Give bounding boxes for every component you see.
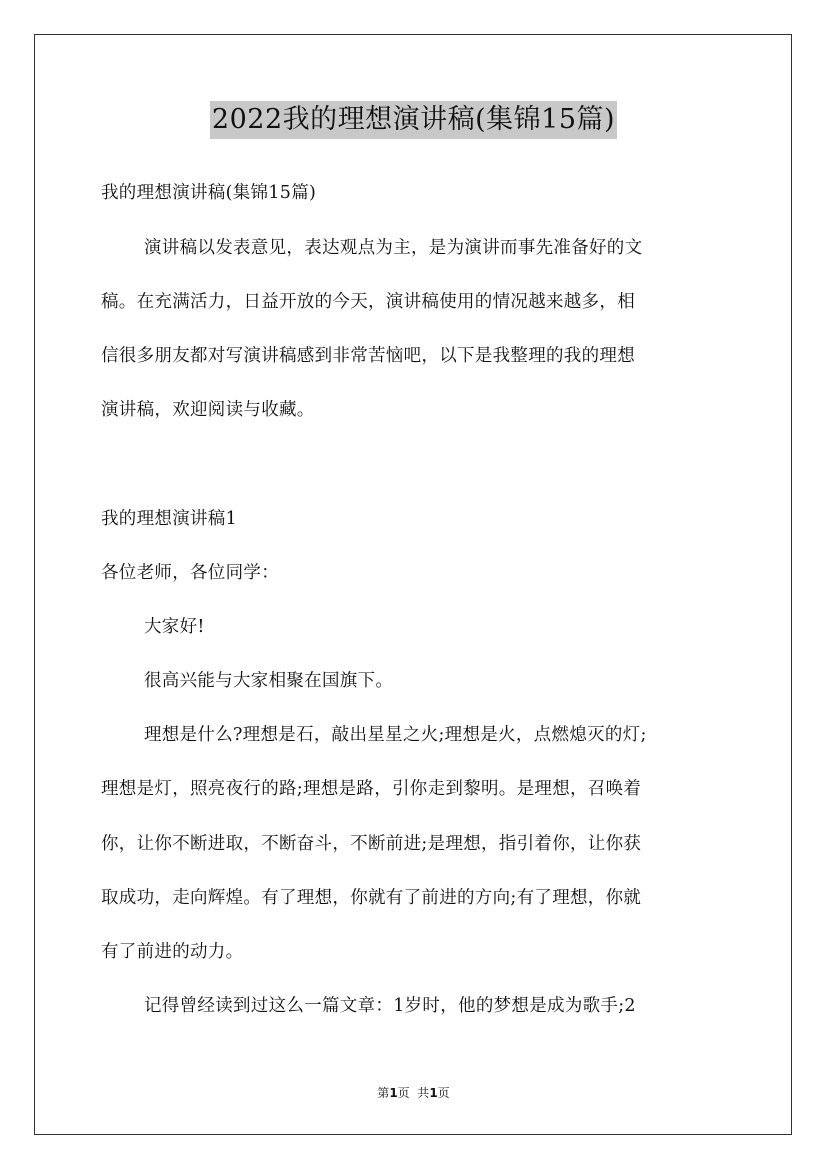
footer-page-number: 1 bbox=[389, 1086, 398, 1100]
paragraph-line: 有了前进的动力。 bbox=[101, 942, 244, 962]
page-footer bbox=[0, 1084, 827, 1101]
subtitle-line: 我的理想演讲稿(集锦15篇) bbox=[101, 183, 317, 203]
paragraph-line: 理想是什么?理想是石，敲出星星之火;理想是火，点燃熄灭的灯; bbox=[144, 725, 647, 745]
paragraph-line: 信很多朋友都对写演讲稿感到非常苦恼吧，以下是我整理的我的理想 bbox=[101, 346, 635, 366]
document-title: 2022我的理想演讲稿(集锦15篇) bbox=[210, 101, 617, 139]
paragraph-line: 稿。在充满活力，日益开放的今天，演讲稿使用的情况越来越多，相 bbox=[101, 292, 635, 312]
footer-total-pages: 1 bbox=[429, 1086, 438, 1100]
footer-text: 页 bbox=[437, 1086, 450, 1100]
section-heading: 我的理想演讲稿1 bbox=[101, 509, 238, 529]
paragraph-line: 记得曾经读到过这么一篇文章：1岁时，他的梦想是成为歌手;2 bbox=[144, 996, 636, 1016]
paragraph-line: 演讲稿以发表意见，表达观点为主，是为演讲而事先准备好的文 bbox=[144, 238, 643, 258]
footer-text: 页 共 bbox=[397, 1086, 430, 1100]
paragraph-line: 演讲稿，欢迎阅读与收藏。 bbox=[101, 400, 315, 420]
paragraph-line: 你，让你不断进取，不断奋斗，不断前进;是理想，指引着你，让你获 bbox=[101, 834, 642, 854]
footer-text: 第 bbox=[377, 1086, 390, 1100]
paragraph-line: 很高兴能与大家相聚在国旗下。 bbox=[144, 671, 394, 691]
salutation-line: 各位老师，各位同学： bbox=[101, 563, 279, 583]
document-title-wrap bbox=[0, 101, 827, 139]
greeting-line: 大家好! bbox=[144, 617, 205, 637]
paragraph-line: 理想是灯，照亮夜行的路;理想是路，引你走到黎明。是理想，召唤着 bbox=[101, 779, 642, 799]
paragraph-line: 取成功，走向辉煌。有了理想，你就有了前进的方向;有了理想，你就 bbox=[101, 888, 642, 908]
